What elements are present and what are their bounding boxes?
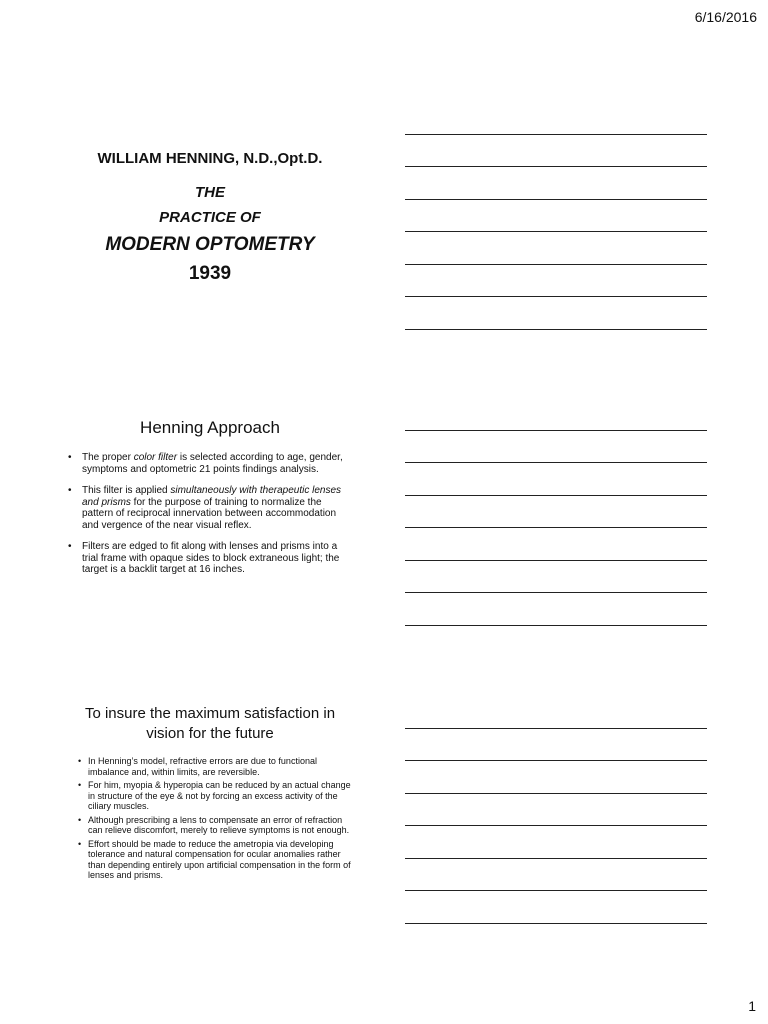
note-line: [405, 297, 707, 330]
slide-3-maximum-satisfaction: [58, 700, 362, 930]
notes-lines-slide-3: [405, 696, 707, 924]
bullet-list: [78, 756, 356, 884]
notes-lines-slide-1: [405, 102, 707, 330]
note-line: [405, 102, 707, 135]
note-line: [405, 135, 707, 168]
note-line: [405, 794, 707, 827]
bullet-text: for the purpose of training to normalize the pattern of reciprocal innervation between accommodation and vergence of the near visual reflex.: [82, 496, 337, 531]
title-line-the: THE: [195, 184, 225, 201]
bullet-emphasis: simultaneously with therapeutic lenses and prisms: [82, 485, 342, 508]
author-name: WILLIAM HENNING, N.D.,Opt.D.: [97, 150, 323, 167]
note-line: [405, 891, 707, 924]
bullet-item: • Effort should be made to reduce the ametropia via developing tolerance and natural compensation for ocular anomalies rather than depending entirely upon artificial compensation in the form of lenses and prisms.: [78, 839, 356, 881]
note-line: [405, 496, 707, 529]
slide-title: Henning Approach: [140, 418, 280, 437]
note-line: [405, 696, 707, 729]
title-year: 1939: [188, 263, 232, 284]
note-line: [405, 593, 707, 626]
print-date: 6/16/2016: [694, 9, 757, 25]
bullet-item: • Although prescribing a lens to compensate an error of refraction can relieve discomfort, merely to relieve symptoms is not enough.: [78, 815, 356, 836]
note-line: [405, 761, 707, 794]
bullet-emphasis: color filter: [133, 452, 178, 463]
note-line: [405, 859, 707, 892]
bullet-item: • For him, myopia & hyperopia can be reduced by an actual change in structure of the eye & not by forcing an excess activity of the ciliary muscles.: [78, 780, 356, 812]
note-line: [405, 431, 707, 464]
slide-1-title: [58, 120, 362, 350]
note-line: [405, 463, 707, 496]
bullet-item: [68, 485, 352, 531]
note-line: [405, 167, 707, 200]
note-line: [405, 398, 707, 431]
bullet-item: [68, 541, 352, 576]
bullet-text: The proper: [82, 452, 134, 463]
bullet-list: [68, 452, 352, 586]
note-line: [405, 561, 707, 594]
bullet-text: is selected according to age, gender, symptoms and optometric 21 points findings analysis.: [82, 452, 343, 475]
slide-title-line: vision for the future: [146, 725, 274, 742]
bullet-item: [68, 452, 352, 475]
bullet-item: • In Henning’s model, refractive errors are due to functional imbalance and, within limits, are reversible.: [78, 756, 356, 777]
slide-2-henning-approach: [58, 410, 362, 650]
note-line: [405, 265, 707, 298]
title-line-modern-optometry: MODERN OPTOMETRY: [105, 234, 315, 255]
note-line: [405, 528, 707, 561]
slide-title: [58, 704, 362, 744]
slide-title-line: To insure the maximum satisfaction in: [84, 705, 336, 722]
page-number: 1: [748, 998, 756, 1014]
note-line: [405, 729, 707, 762]
notes-lines-slide-2: [405, 398, 707, 626]
note-line: [405, 200, 707, 233]
note-line: [405, 826, 707, 859]
title-line-practice: PRACTICE OF: [159, 209, 261, 226]
bullet-text: Filters are edged to fit along with lenses and prisms into a trial frame with opaque sides to block extraneous light; the target is a backlit target at 16 inches.: [82, 541, 340, 575]
note-line: [405, 232, 707, 265]
bullet-text: This filter is applied: [82, 485, 171, 496]
